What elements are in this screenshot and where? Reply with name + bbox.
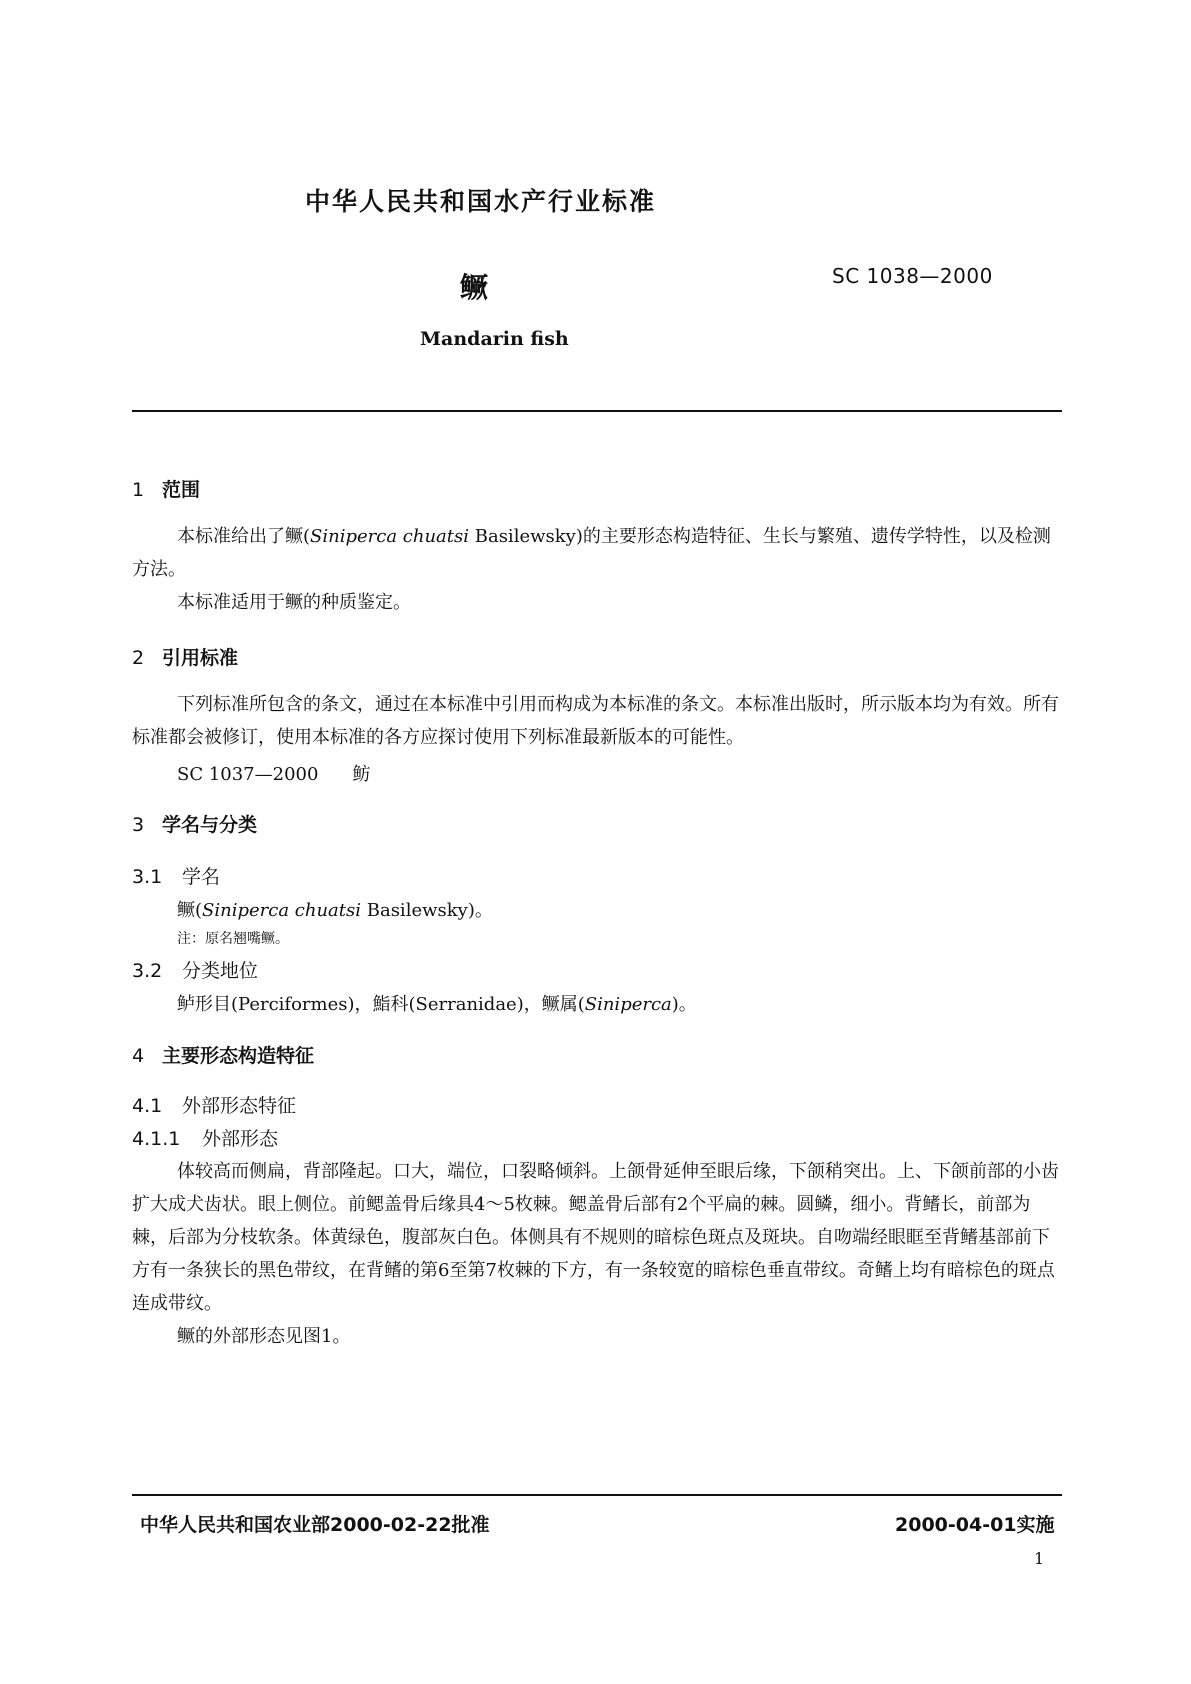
scientific-name: Siniperca chuatsi — [310, 526, 470, 547]
section-number: 1 — [132, 479, 145, 501]
reference-name: 鲂 — [352, 764, 371, 785]
text-fragment: Basilewsky)的主要形态构造特征、生长与繁殖、遗传学特性，以及检测方法。 — [132, 526, 1051, 580]
section-number: 2 — [132, 647, 145, 669]
subsection-title: 外部形态特征 — [182, 1095, 297, 1117]
text-fragment: Basilewsky)。 — [361, 900, 493, 921]
subsection-number: 3.1 — [132, 866, 163, 888]
subsection-4-1-heading — [132, 1091, 296, 1118]
subsection-number: 4.1.1 — [132, 1128, 181, 1150]
text-fragment: 鲈形目(Perciformes)，鮨科(Serranidae)，鳜属( — [177, 994, 585, 1015]
header-divider — [132, 410, 1062, 412]
section-2-heading — [132, 643, 238, 670]
section-title: 范围 — [162, 479, 201, 501]
subsection-number: 3.2 — [132, 960, 163, 982]
section-4-paragraph-2: 鳜的外部形态见图1。 — [177, 1326, 351, 1347]
section-number: 4 — [132, 1045, 145, 1067]
implementation-date: 2000-04-01实施 — [895, 1514, 1055, 1536]
section-2-reference — [177, 760, 370, 786]
section-1-heading — [132, 475, 200, 502]
section-4-heading — [132, 1041, 314, 1068]
text-fragment: 本标准给出了鳜( — [177, 526, 311, 547]
subsection-3-2-heading — [132, 956, 258, 983]
reference-code: SC 1037—2000 — [177, 764, 319, 785]
standard-category: 中华人民共和国水产行业标准 — [305, 187, 657, 216]
approval-info: 中华人民共和国农业部2000-02-22批准 — [140, 1514, 490, 1536]
subsection-title: 分类地位 — [182, 960, 259, 982]
subsection-4-1-1-heading — [132, 1124, 278, 1151]
section-1-paragraph-1 — [132, 520, 1062, 586]
section-2-paragraph-1: 下列标准所包含的条文，通过在本标准中引用而构成为本标准的条文。本标准出版时，所示版本均为有效。所有标准都会被修订，使用本标准的各方应探讨使用下列标准最新版本的可能性。 — [132, 694, 1059, 748]
scientific-name: Siniperca chuatsi — [202, 900, 362, 921]
standard-code: SC 1038—2000 — [832, 264, 993, 288]
footer-divider — [132, 1494, 1062, 1496]
document-title-en: Mandarin fish — [420, 328, 569, 350]
note: 注：原名翘嘴鳜。 — [177, 931, 289, 947]
subsection-title: 外部形态 — [202, 1128, 279, 1150]
page-number: 1 — [1034, 1549, 1045, 1568]
text-fragment: )。 — [671, 994, 697, 1015]
document-title-cn: 鳜 — [460, 271, 489, 304]
subsection-3-2-text — [177, 990, 697, 1016]
section-title: 引用标准 — [162, 647, 239, 669]
genus-name: Siniperca — [584, 994, 672, 1015]
text-fragment: 鳜( — [177, 900, 203, 921]
subsection-title: 学名 — [182, 866, 221, 888]
section-number: 3 — [132, 814, 145, 836]
subsection-3-1-text — [177, 896, 493, 922]
subsection-number: 4.1 — [132, 1095, 163, 1117]
subsection-3-1-heading — [132, 862, 220, 889]
section-title: 主要形态构造特征 — [162, 1045, 315, 1067]
section-1-paragraph-2: 本标准适用于鳜的种质鉴定。 — [177, 592, 411, 613]
section-3-heading — [132, 810, 257, 837]
section-title: 学名与分类 — [162, 814, 258, 836]
section-4-paragraph-1: 体较高而侧扁，背部隆起。口大，端位，口裂略倾斜。上颌骨延伸至眼后缘，下颌稍突出。上、下颌前部的小齿扩大成犬齿状。眼上侧位。前鳃盖骨后缘具4～5枚棘。鳃盖骨后部有2个平扁的棘。圆鳞，细小。背鳍长，前部为棘，后部为分枝软条。体黄绿色，腹部灰白色。体侧具有不规则的暗棕色斑点及斑块。自吻端经眼眶至背鳍基部前下方有一条狭长的黑色带纹，在背鳍的第6至第7枚棘的下方，有一条较宽的暗棕色垂直带纹。奇鳍上均有暗棕色的斑点连成带纹。 — [132, 1161, 1059, 1314]
